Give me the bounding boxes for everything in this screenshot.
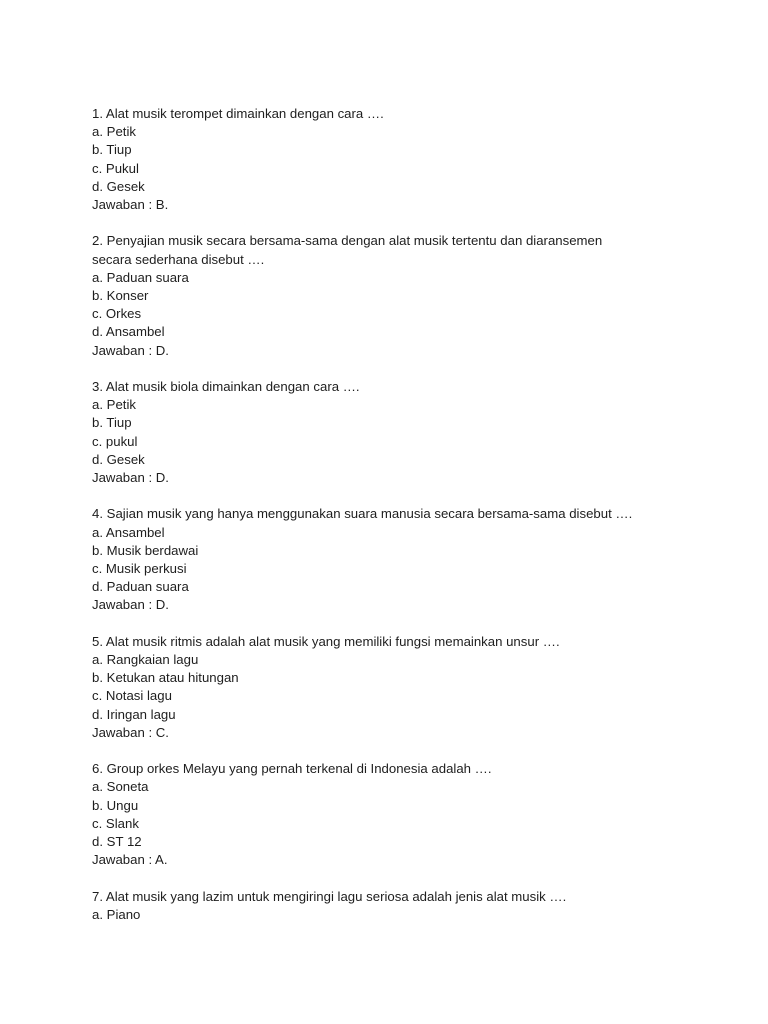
answer-key: Jawaban : D. xyxy=(92,470,169,486)
question-1 xyxy=(92,105,692,214)
answer-option-c: c. Pukul xyxy=(92,160,139,176)
question-2 xyxy=(92,232,692,359)
answer-option-c: c. Orkes xyxy=(92,306,142,322)
question-prompt: 7. Alat musik yang lazim untuk mengiringi lagu seriosa adalah jenis alat musik …. xyxy=(92,888,567,904)
answer-option-d: d. ST 12 xyxy=(92,834,142,850)
answer-option-b: b. Konser xyxy=(92,288,149,304)
answer-option-b: b. Musik berdawai xyxy=(92,542,199,558)
question-prompt: 1. Alat musik terompet dimainkan dengan cara …. xyxy=(92,106,384,121)
answer-option-a: a. Petik xyxy=(92,397,136,413)
answer-option-a: a. Petik xyxy=(92,124,136,140)
answer-option-c: c. Slank xyxy=(92,815,139,831)
answer-option-d: d. Paduan suara xyxy=(92,579,189,595)
answer-key: Jawaban : D. xyxy=(92,342,169,358)
question-prompt-line-2: secara sederhana disebut …. xyxy=(92,251,265,267)
question-prompt: 5. Alat musik ritmis adalah alat musik yang memiliki fungsi memainkan unsur …. xyxy=(92,633,560,649)
answer-option-a: a. Soneta xyxy=(92,779,149,795)
answer-key: Jawaban : C. xyxy=(92,724,169,740)
answer-key: Jawaban : D. xyxy=(92,597,169,613)
answer-option-d: d. Iringan lagu xyxy=(92,706,176,722)
answer-option-d: d. Ansambel xyxy=(92,324,165,340)
question-7 xyxy=(92,888,692,924)
question-prompt: 4. Sajian musik yang hanya menggunakan suara manusia secara bersama-sama disebut …. xyxy=(92,506,633,522)
question-prompt: 3. Alat musik biola dimainkan dengan cara …. xyxy=(92,379,360,395)
answer-option-d: d. Gesek xyxy=(92,451,145,467)
answer-option-b: b. Ketukan atau hitungan xyxy=(92,670,239,686)
answer-option-a: a. Piano xyxy=(92,906,141,922)
answer-option-a: a. Ansambel xyxy=(92,524,165,540)
answer-option-a: a. Paduan suara xyxy=(92,269,189,285)
question-prompt-line-1: 2. Penyajian musik secara bersama-sama dengan alat musik tertentu dan diaransemen xyxy=(92,233,603,249)
answer-option-b: b. Ungu xyxy=(92,797,139,813)
answer-option-c: c. pukul xyxy=(92,433,138,449)
question-3 xyxy=(92,378,692,487)
question-prompt: 6. Group orkes Melayu yang pernah terkenal di Indonesia adalah …. xyxy=(92,761,492,777)
answer-option-c: c. Musik perkusi xyxy=(92,561,187,577)
question-4 xyxy=(92,505,692,614)
answer-option-a: a. Rangkaian lagu xyxy=(92,652,199,668)
answer-option-c: c. Notasi lagu xyxy=(92,688,172,704)
answer-option-b: b. Tiup xyxy=(92,142,132,158)
answer-option-b: b. Tiup xyxy=(92,415,132,431)
answer-key: Jawaban : A. xyxy=(92,852,168,868)
quiz-content xyxy=(92,105,692,942)
answer-option-d: d. Gesek xyxy=(92,178,145,194)
question-6 xyxy=(92,760,692,869)
answer-key: Jawaban : B. xyxy=(92,197,169,213)
question-5 xyxy=(92,633,692,742)
